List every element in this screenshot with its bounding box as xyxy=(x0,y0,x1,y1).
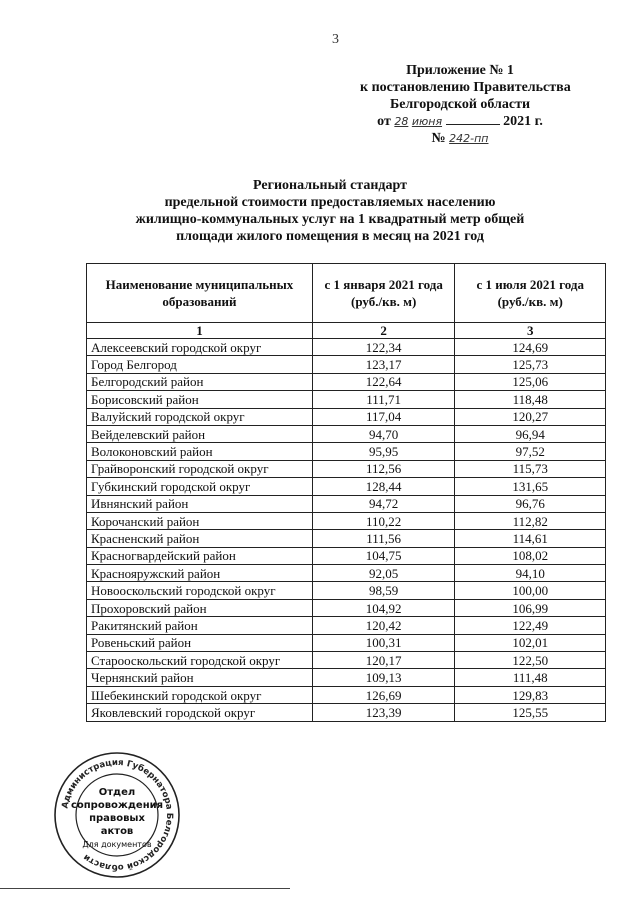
stamp-ring-text: Администрация Губернатора Белгородской области xyxy=(60,757,175,873)
july-cost: 131,65 xyxy=(455,478,606,495)
page-number: 3 xyxy=(332,32,339,47)
municipality-name: Белгородский район xyxy=(87,373,313,390)
date-day: 28 xyxy=(394,115,409,128)
index-cell: 2 xyxy=(312,323,455,339)
table-row xyxy=(87,547,606,564)
table-row xyxy=(87,669,606,686)
july-cost: 120,27 xyxy=(455,408,606,425)
title-line-2: предельной стоимости предоставляемых населению xyxy=(164,195,496,210)
municipality-name: Шебекинский городской округ xyxy=(87,686,313,703)
january-cost: 111,71 xyxy=(312,391,455,408)
header-municipality: Наименование муниципальных образований xyxy=(87,264,313,323)
january-cost: 117,04 xyxy=(312,408,455,425)
july-cost: 100,00 xyxy=(455,582,606,599)
january-cost: 123,17 xyxy=(312,356,455,373)
july-cost: 125,73 xyxy=(455,356,606,373)
table-row xyxy=(87,356,606,373)
january-cost: 123,39 xyxy=(312,704,455,721)
index-cell: 3 xyxy=(455,323,606,339)
appendix-title: Приложение № 1 xyxy=(406,63,514,78)
january-cost: 100,31 xyxy=(312,634,455,651)
header-july: с 1 июля 2021 года (руб./кв. м) xyxy=(455,264,606,323)
july-cost: 115,73 xyxy=(455,460,606,477)
stamp-line-3: правовых xyxy=(89,813,145,824)
january-cost: 122,34 xyxy=(312,339,455,356)
table-row xyxy=(87,634,606,651)
header-january: с 1 января 2021 года (руб./кв. м) xyxy=(312,264,455,323)
municipality-name: Алексеевский городской округ xyxy=(87,339,313,356)
title-line-3: жилищно-коммунальных услуг на 1 квадратный метр общей xyxy=(135,212,525,227)
document-title xyxy=(110,177,550,245)
table-row xyxy=(87,339,606,356)
number-value: 242-пп xyxy=(449,132,489,145)
july-cost: 96,76 xyxy=(455,495,606,512)
date-prefix: от xyxy=(377,114,391,129)
table-row xyxy=(87,495,606,512)
july-cost: 125,06 xyxy=(455,373,606,390)
municipality-name: Грайворонский городской округ xyxy=(87,460,313,477)
municipality-name: Краснояружский район xyxy=(87,565,313,582)
municipality-name: Прохоровский район xyxy=(87,599,313,616)
stamp-line-2: сопровождения xyxy=(70,800,164,811)
table-row xyxy=(87,652,606,669)
july-cost: 102,01 xyxy=(455,634,606,651)
table-header-row xyxy=(87,264,606,323)
table-row xyxy=(87,530,606,547)
appendix-number xyxy=(360,130,560,147)
municipality-name: Губкинский городской округ xyxy=(87,478,313,495)
municipality-name: Красногвардейский район xyxy=(87,547,313,564)
july-cost: 124,69 xyxy=(455,339,606,356)
table-row xyxy=(87,704,606,721)
municipality-name: Ивнянский район xyxy=(87,495,313,512)
july-cost: 112,82 xyxy=(455,512,606,529)
july-cost: 111,48 xyxy=(455,669,606,686)
footer-divider xyxy=(0,888,290,889)
stamp-bottom: Для документов xyxy=(82,840,152,849)
date-year: 2021 г. xyxy=(503,114,543,129)
table-row xyxy=(87,478,606,495)
july-cost: 108,02 xyxy=(455,547,606,564)
title-line-1: Региональный стандарт xyxy=(253,178,407,193)
municipality-name: Ровеньский район xyxy=(87,634,313,651)
table-row xyxy=(87,373,606,390)
table-row xyxy=(87,460,606,477)
january-cost: 92,05 xyxy=(312,565,455,582)
table-row xyxy=(87,565,606,582)
january-cost: 128,44 xyxy=(312,478,455,495)
municipality-name: Волоконовский район xyxy=(87,443,313,460)
municipality-name: Вейделевский район xyxy=(87,425,313,442)
january-cost: 111,56 xyxy=(312,530,455,547)
july-cost: 97,52 xyxy=(455,443,606,460)
table-index-row xyxy=(87,323,606,339)
january-cost: 122,64 xyxy=(312,373,455,390)
january-cost: 120,17 xyxy=(312,652,455,669)
table-row xyxy=(87,425,606,442)
july-cost: 94,10 xyxy=(455,565,606,582)
july-cost: 114,61 xyxy=(455,530,606,547)
january-cost: 94,72 xyxy=(312,495,455,512)
july-cost: 122,50 xyxy=(455,652,606,669)
july-cost: 129,83 xyxy=(455,686,606,703)
table-row xyxy=(87,617,606,634)
january-cost: 126,69 xyxy=(312,686,455,703)
july-cost: 125,55 xyxy=(455,704,606,721)
table-row xyxy=(87,582,606,599)
january-cost: 112,56 xyxy=(312,460,455,477)
stamp-line-4: актов xyxy=(100,826,134,837)
january-cost: 95,95 xyxy=(312,443,455,460)
january-cost: 120,42 xyxy=(312,617,455,634)
january-cost: 110,22 xyxy=(312,512,455,529)
municipality-name: Город Белгород xyxy=(87,356,313,373)
municipality-name: Красненский район xyxy=(87,530,313,547)
title-line-4: площади жилого помещения в месяц на 2021 год xyxy=(176,229,484,244)
municipality-name: Чернянский район xyxy=(87,669,313,686)
appendix-resolution: к постановлению Правительства xyxy=(360,80,571,95)
municipality-name: Яковлевский городской округ xyxy=(87,704,313,721)
municipality-name: Ракитянский район xyxy=(87,617,313,634)
table-row xyxy=(87,686,606,703)
municipality-name: Валуйский городской округ xyxy=(87,408,313,425)
stamp-line-1: Отдел xyxy=(98,787,136,798)
date-underline xyxy=(446,124,500,125)
july-cost: 106,99 xyxy=(455,599,606,616)
january-cost: 98,59 xyxy=(312,582,455,599)
july-cost: 118,48 xyxy=(455,391,606,408)
municipality-name: Старооскольский городской округ xyxy=(87,652,313,669)
municipality-name: Новооскольский городской округ xyxy=(87,582,313,599)
january-cost: 109,13 xyxy=(312,669,455,686)
table-row xyxy=(87,512,606,529)
appendix-date xyxy=(360,113,560,130)
stamp-center-text xyxy=(52,786,182,851)
table-row xyxy=(87,408,606,425)
date-month: июня xyxy=(411,115,443,128)
appendix-block xyxy=(360,62,571,147)
july-cost: 122,49 xyxy=(455,617,606,634)
table-row xyxy=(87,391,606,408)
july-cost: 96,94 xyxy=(455,425,606,442)
january-cost: 104,92 xyxy=(312,599,455,616)
table-row xyxy=(87,599,606,616)
appendix-region: Белгородской области xyxy=(389,97,531,112)
municipality-name: Борисовский район xyxy=(87,391,313,408)
index-cell: 1 xyxy=(87,323,313,339)
table-row xyxy=(87,443,606,460)
number-prefix: № xyxy=(431,131,446,146)
january-cost: 94,70 xyxy=(312,425,455,442)
january-cost: 104,75 xyxy=(312,547,455,564)
cost-standard-table xyxy=(86,263,606,722)
municipality-name: Корочанский район xyxy=(87,512,313,529)
